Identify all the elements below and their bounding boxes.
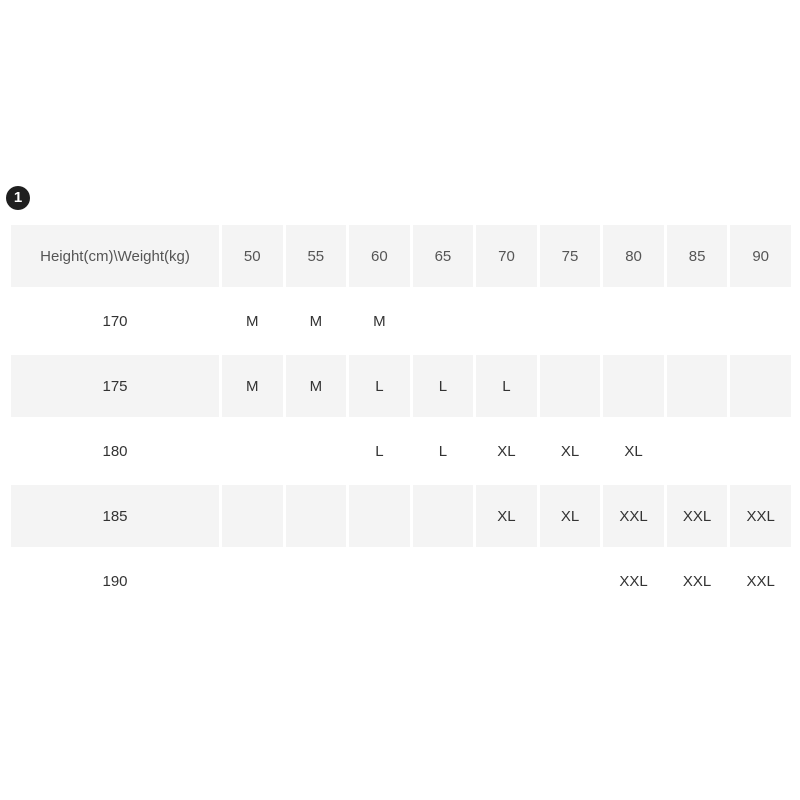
size-cell: XL xyxy=(560,442,580,460)
size-cell: M xyxy=(222,355,283,417)
weight-header-50: 50 xyxy=(222,225,283,287)
size-cell: L xyxy=(375,442,384,460)
height-cell: 190 xyxy=(102,572,128,590)
size-cell: XXL xyxy=(746,572,775,590)
size-cell: XXL xyxy=(619,572,648,590)
size-chart-table xyxy=(8,222,794,615)
size-cell xyxy=(222,550,283,612)
size-cell xyxy=(730,420,791,482)
weight-header-90: 90 xyxy=(730,225,791,287)
size-cell xyxy=(476,290,537,352)
size-cell xyxy=(603,290,664,352)
table-row xyxy=(11,355,791,417)
weight-header-85: 85 xyxy=(667,225,728,287)
size-cell: XXL xyxy=(603,485,664,547)
height-weight-header: Height(cm)\Weight(kg) xyxy=(11,225,219,287)
height-cell: 180 xyxy=(102,442,128,460)
weight-header-75: 75 xyxy=(540,225,601,287)
size-cell xyxy=(667,290,728,352)
table-row xyxy=(11,550,791,612)
size-cell xyxy=(413,290,474,352)
size-cell xyxy=(349,485,410,547)
size-cell xyxy=(286,420,347,482)
size-cell xyxy=(730,290,791,352)
size-cell: XXL xyxy=(730,485,791,547)
size-cell: M xyxy=(286,355,347,417)
size-cell xyxy=(730,355,791,417)
table-row xyxy=(11,420,791,482)
size-cell: M xyxy=(246,312,259,330)
table-row xyxy=(11,485,791,547)
size-cell xyxy=(286,550,347,612)
size-cell xyxy=(667,355,728,417)
height-cell: 175 xyxy=(11,355,219,417)
size-cell xyxy=(476,550,537,612)
size-cell xyxy=(413,485,474,547)
height-cell: 170 xyxy=(102,312,128,330)
size-cell: L xyxy=(438,442,448,460)
weight-header-80: 80 xyxy=(603,225,664,287)
table-header-row xyxy=(11,225,791,287)
size-cell: XXL xyxy=(682,572,712,590)
size-cell xyxy=(540,355,601,417)
weight-header-65: 65 xyxy=(413,225,474,287)
size-cell xyxy=(222,485,283,547)
weight-header-60: 60 xyxy=(349,225,410,287)
weight-header-55: 55 xyxy=(286,225,347,287)
height-cell: 185 xyxy=(11,485,219,547)
size-cell: L xyxy=(413,355,474,417)
step-number-badge: 1 xyxy=(6,186,30,210)
size-cell xyxy=(603,355,664,417)
size-cell: L xyxy=(476,355,537,417)
size-cell xyxy=(540,290,601,352)
size-cell: M xyxy=(373,312,386,330)
size-cell xyxy=(286,485,347,547)
size-cell: XXL xyxy=(667,485,728,547)
size-cell: M xyxy=(309,312,323,330)
table-row xyxy=(11,290,791,352)
size-cell xyxy=(667,420,728,482)
size-cell: XL xyxy=(624,442,643,460)
size-cell xyxy=(413,550,474,612)
size-cell xyxy=(540,550,601,612)
size-cell: L xyxy=(349,355,410,417)
size-cell xyxy=(349,550,410,612)
size-cell: XL xyxy=(540,485,601,547)
size-cell xyxy=(222,420,283,482)
size-cell: XL xyxy=(497,442,516,460)
size-cell: XL xyxy=(476,485,537,547)
weight-header-70: 70 xyxy=(476,225,537,287)
